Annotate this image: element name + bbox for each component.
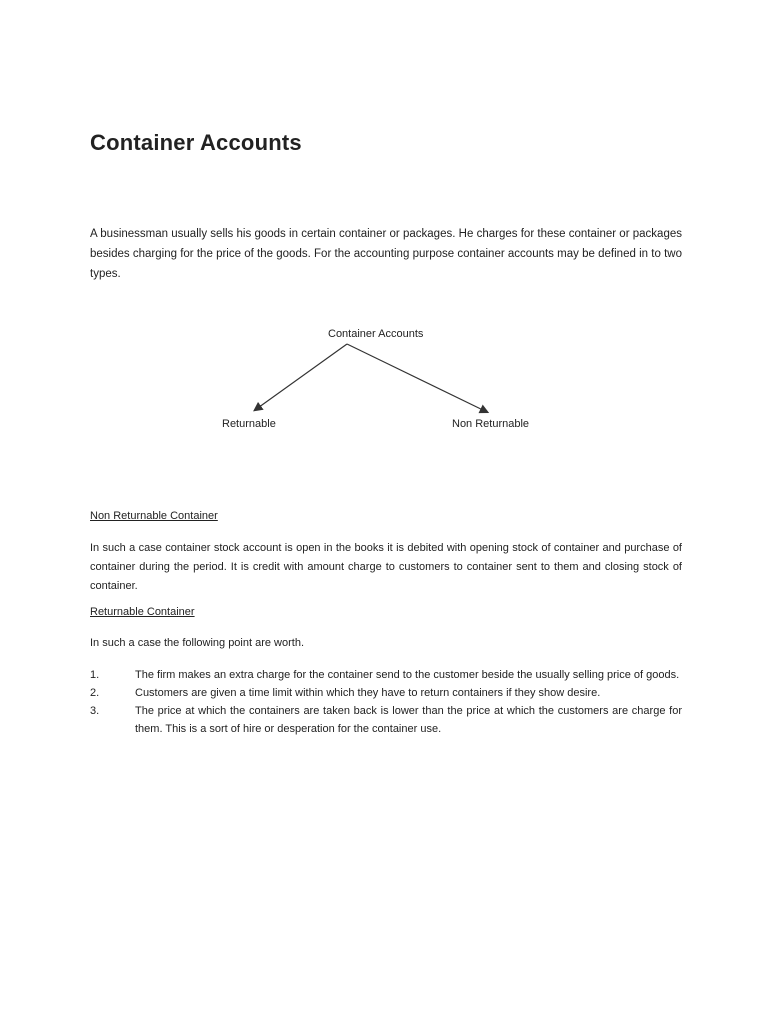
list-item-text: The price at which the containers are taken back is lower than the price at which the customers are charge for them. This is a sort of hire or desperation for the container use. bbox=[135, 705, 682, 735]
returnable-points-list bbox=[90, 666, 682, 738]
container-accounts-diagram bbox=[200, 322, 570, 442]
branch-line-right bbox=[347, 344, 487, 412]
diagram-right-label: Non Returnable bbox=[452, 418, 530, 430]
intro-paragraph: A businessman usually sells his goods in certain container or packages. He charges for these container or packages besides charging for the price of the goods. For the accounting purpose container accounts may be defined in to two types. bbox=[90, 228, 682, 280]
list-item bbox=[90, 702, 682, 738]
non-returnable-heading: Non Returnable Container bbox=[90, 510, 218, 522]
returnable-paragraph: In such a case the following point are worth. bbox=[90, 637, 305, 649]
list-item-text: The firm makes an extra charge for the container send to the customer beside the usually selling price of goods. bbox=[135, 669, 680, 681]
list-item-text: Customers are given a time limit within which they have to return containers if they show desire. bbox=[135, 687, 601, 699]
branch-line-left bbox=[255, 344, 347, 410]
diagram-root-label: Container Accounts bbox=[328, 328, 424, 340]
list-item-number: 2. bbox=[90, 687, 100, 699]
list-item-number: 3. bbox=[90, 705, 100, 717]
list-item bbox=[90, 684, 682, 702]
list-item bbox=[90, 666, 682, 684]
diagram-left-label: Returnable bbox=[222, 418, 276, 430]
page-title: Container Accounts bbox=[90, 130, 302, 155]
list-item-number: 1. bbox=[90, 669, 100, 681]
returnable-heading: Returnable Container bbox=[90, 606, 195, 618]
non-returnable-paragraph: In such a case container stock account is open in the books it is debited with opening stock of container and purchase of container during the period. It is credit with amount charge to customers to container sent to them and closing stock of container. bbox=[90, 542, 682, 592]
